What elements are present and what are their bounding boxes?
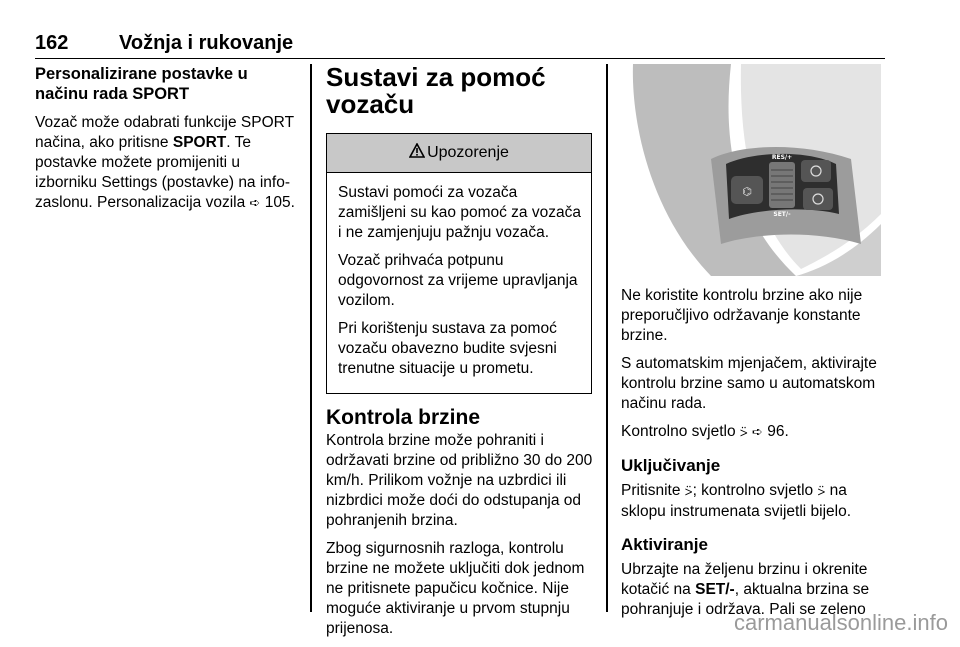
subheading-activate: Aktiviranje	[621, 535, 708, 554]
warning-paragraph: Vozač prihvaća potpunu odgovornost za vrijeme upravljanja vozilom.	[338, 252, 578, 309]
page-reference[interactable]: 105.	[264, 194, 295, 211]
text-run: , aktualna brzina se pohranjuje i održava. Pali se zeleno	[621, 581, 870, 618]
cruise-control-icon: ⍩	[684, 484, 693, 499]
warning-header	[327, 134, 591, 173]
sport-paragraph	[35, 113, 297, 214]
warning-box	[326, 133, 592, 394]
section-heading-cruise: Kontrola brzine	[326, 406, 481, 429]
text-run: ; kontrolno svjetlo	[692, 482, 818, 499]
sport-button-label: SPORT	[172, 134, 227, 151]
text-run: Pritisnite	[621, 482, 685, 499]
res-label: RES/+	[771, 154, 793, 161]
text-run: Vozač može odabrati funkcije SPORT načina, ako pritisne	[35, 114, 294, 151]
set-control-label: SET/-	[695, 581, 735, 598]
indicator-paragraph	[621, 422, 893, 443]
warning-title: Upozorenje	[427, 144, 509, 161]
steering-wheel-figure	[621, 64, 881, 276]
column-middle	[326, 64, 594, 647]
column-left	[35, 64, 297, 222]
set-label: SET/-	[773, 211, 791, 218]
warning-paragraph: Sustavi pomoći za vozača zamišljeni su kao pomoć za vozača i ne zamjenjuju pažnju vozača.	[338, 184, 581, 241]
watermark: carmanualsonline.info	[733, 610, 948, 635]
on-paragraph	[621, 481, 893, 522]
chapter-heading: Sustavi za pomoć vozaču	[326, 62, 546, 119]
text-run: Kontrolno svjetlo	[621, 423, 740, 440]
cruise-paragraph: Zbog sigurnosnih razloga, kontrolu brzine ne možete uključiti dok jednom ne pritisnete papučicu kočnice. Nije moguće aktiviranje u prvom stupnju prijenosa.	[326, 540, 585, 637]
cruise-control-icon: ⍩	[817, 484, 826, 499]
page-ref-icon: ➪	[249, 196, 261, 211]
text-run: na sklopu instrumenata svijetli bijelo.	[621, 482, 852, 520]
cruise-note: Ne koristite kontrolu brzine ako nije preporučljivo održavanje konstante brzine.	[621, 287, 863, 344]
page-ref-icon: ➪	[752, 425, 763, 440]
text-run: Ubrzajte na željenu brzinu i okrenite kotačić na	[621, 561, 868, 598]
warning-paragraph: Pri korištenju sustava za pomoć vozaču obavezno budite svjesni trenutne situacije u prometu.	[338, 320, 557, 377]
page-number: 162	[35, 32, 69, 54]
page-reference[interactable]: 96.	[767, 423, 789, 440]
warning-triangle-icon	[409, 143, 425, 163]
svg-text:⌬: ⌬	[742, 185, 752, 198]
running-title: Vožnja i rukovanje	[119, 32, 294, 54]
cruise-control-icon: ⍩	[739, 425, 748, 440]
cruise-paragraph: Kontrola brzine može pohraniti i održavati brzine od približno 30 do 200 km/h. Prilikom vožnje na uzbrdici ili nizbrdici može doći do odstupanja od pohranjenih brzina.	[326, 432, 593, 529]
warning-body	[327, 173, 591, 393]
column-right	[621, 64, 893, 628]
page-header	[35, 32, 885, 59]
subheading-on: Uključivanje	[621, 456, 721, 475]
section-heading-sport: Personalizirane postavke u načinu rada SPORT	[35, 65, 248, 103]
column-divider	[310, 64, 312, 612]
cruise-note: S automatskim mjenjačem, aktivirajte kontrolu brzine samo u automatskom načinu rada.	[621, 355, 877, 412]
text-run: . Te postavke možete promijeniti u izborniku Settings (postavke) na info-zaslonu. Personalizacija vozila	[35, 134, 291, 211]
column-divider	[606, 64, 608, 612]
